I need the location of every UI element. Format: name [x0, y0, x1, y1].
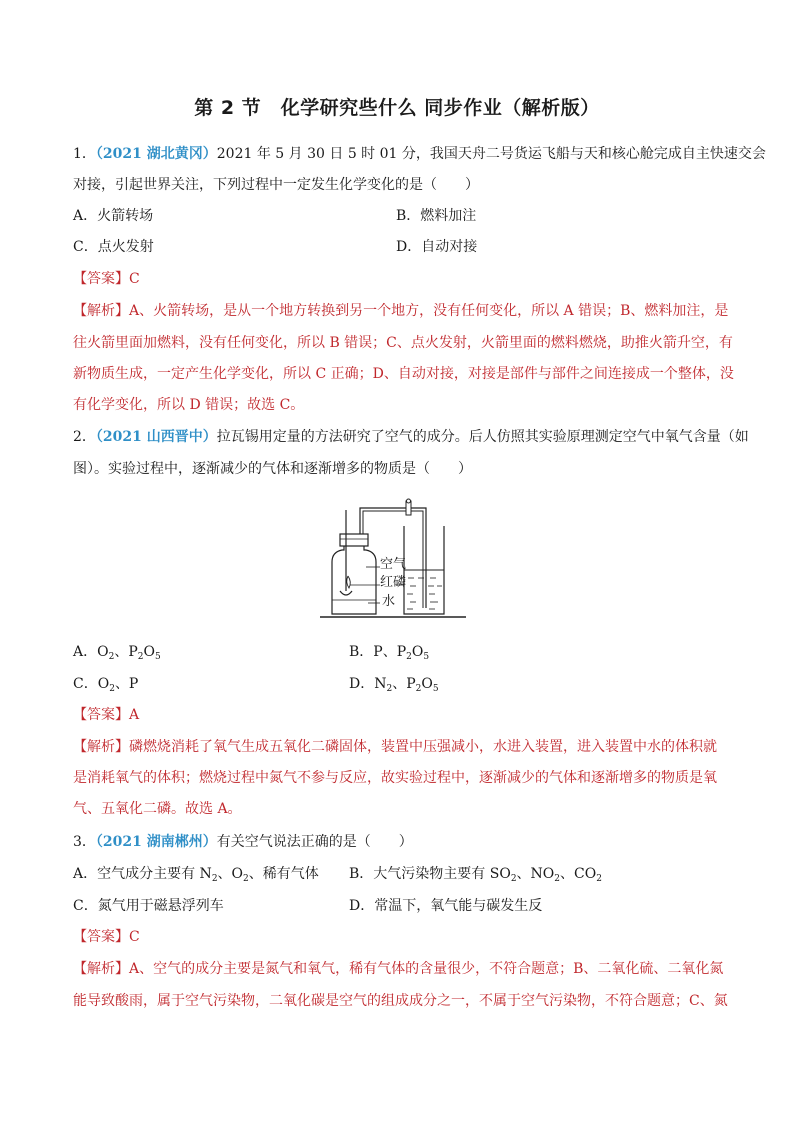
q1-explanation-label: 【解析】 — [73, 303, 129, 319]
q2-stem-line-2: 图）。实验过程中，逐渐减少的气体和逐渐增多的物质是（ ） — [73, 461, 472, 477]
q2-option-d: D．$N_2$、$P_2O_5$ — [349, 676, 439, 694]
q3-option-d: D．常温下，氧气能与碳发生反 — [349, 898, 543, 914]
q1-explanation-line-1 — [73, 301, 734, 321]
q2-option-b: B．P、$P_2O_5$ — [349, 644, 430, 662]
q3-option-c: C．氮气用于磁悬浮列车 — [73, 898, 224, 914]
stopper — [340, 534, 368, 546]
q3-number: 3． — [73, 834, 96, 850]
q2-option-c: C．$O_2$、P — [73, 676, 139, 694]
q2-explanation-line-2: 是消耗氧气的体积；燃烧过程中氮气不参与反应，故实验过程中，逐渐减少的气体和逐渐增多的物质是氧 — [73, 770, 717, 786]
q1-explanation-line-3: 新物质生成，一定产生化学变化，所以 C 正确；D、自动对接，对接是部件与部件之间连接成一个整体，没 — [73, 366, 734, 382]
q1-number: 1． — [73, 146, 96, 162]
q2-explanation-label: 【解析】 — [73, 739, 129, 755]
label-red-phosphorus: 红磷 — [380, 575, 407, 590]
q1-option-c: C．点火发射 — [73, 239, 154, 255]
q1-source: （2021 湖北黄冈） — [95, 146, 217, 162]
q2-answer: 【答案】A — [73, 707, 140, 723]
q1-option-b: B．燃料加注 — [396, 208, 477, 224]
q1-answer: 【答案】C — [73, 271, 140, 287]
bottle — [332, 544, 376, 614]
q1-option-d: D．自动对接 — [396, 239, 478, 255]
q2-source: （2021 山西晋中） — [95, 429, 217, 445]
q1-stem-line-2: 对接，引起世界关注，下列过程中一定发生化学变化的是（ ） — [73, 177, 479, 193]
beaker-water-dashes — [407, 578, 442, 609]
q3-option-a: A．空气成分主要有 $N_2$、$O_2$、稀有气体 — [73, 866, 319, 884]
q1-stem-line-1 — [73, 144, 766, 164]
q1-explanation-line-4: 有化学变化，所以 D 错误；故选 C。 — [73, 397, 305, 413]
q3-explanation-line-1 — [73, 959, 734, 979]
q3-explanation-text-1: A、空气的成分主要是氮气和氧气，稀有气体的含量很少，不符合题意；B、二氧化硫、二氧化氮 — [129, 961, 724, 977]
q2-explanation-line-3: 气、五氧化二磷。故选 A。 — [73, 801, 242, 817]
q2-explanation-line-1 — [73, 737, 734, 757]
label-air: 空气 — [380, 557, 407, 572]
q3-stem: 有关空气说法正确的是（ ） — [216, 834, 413, 850]
spoon-cup — [340, 591, 352, 595]
q2-number: 2． — [73, 429, 96, 445]
q3-explanation-line-2: 能导致酸雨，属于空气污染物，二氧化碳是空气的组成成分之一，不属于空气污染物，不符合题意；C、氮 — [73, 993, 728, 1009]
q2-stem-line-1 — [73, 427, 749, 447]
q3-explanation-label: 【解析】 — [73, 961, 129, 977]
q2-stem-a: 拉瓦锡用定量的方法研究了空气的成分。后人仿照其实验原理测定空气中氧气含量（如 — [216, 429, 749, 445]
q3-answer: 【答案】C — [73, 929, 140, 945]
apparatus-figure — [318, 496, 468, 625]
label-water: 水 — [382, 594, 396, 609]
q1-option-a: A．火箭转场 — [73, 208, 154, 224]
page-title: 第 2 节 化学研究些什么 同步作业（解析版） — [194, 97, 600, 119]
q1-explanation-text-1: A、火箭转场，是从一个地方转换到另一个地方，没有任何变化，所以 A 错误；B、燃料加注，是 — [129, 303, 729, 319]
q1-stem-a: 2021 年 5 月 30 日 5 时 01 分，我国天舟二号货运飞船与天和核心舱完成自主快速交会 — [216, 146, 766, 162]
q3-option-b: B．大气污染物主要有 $SO_2$、$NO_2$、$CO_2$ — [349, 866, 602, 884]
q3-source: （2021 湖南郴州） — [95, 834, 217, 850]
q2-explanation-text-1: 磷燃烧消耗了氧气生成五氧化二磷固体，装置中压强减小，水进入装置，进入装置中水的体积就 — [129, 739, 717, 755]
q1-explanation-line-2: 往火箭里面加燃料，没有任何变化，所以 B 错误；C、点火发射，火箭里面的燃料燃烧，助推火箭升空，有 — [73, 335, 733, 351]
flame — [347, 576, 351, 588]
q3-stem-line — [73, 832, 734, 852]
q2-option-a: A．$O_2$、$P_2O_5$ — [73, 644, 161, 662]
